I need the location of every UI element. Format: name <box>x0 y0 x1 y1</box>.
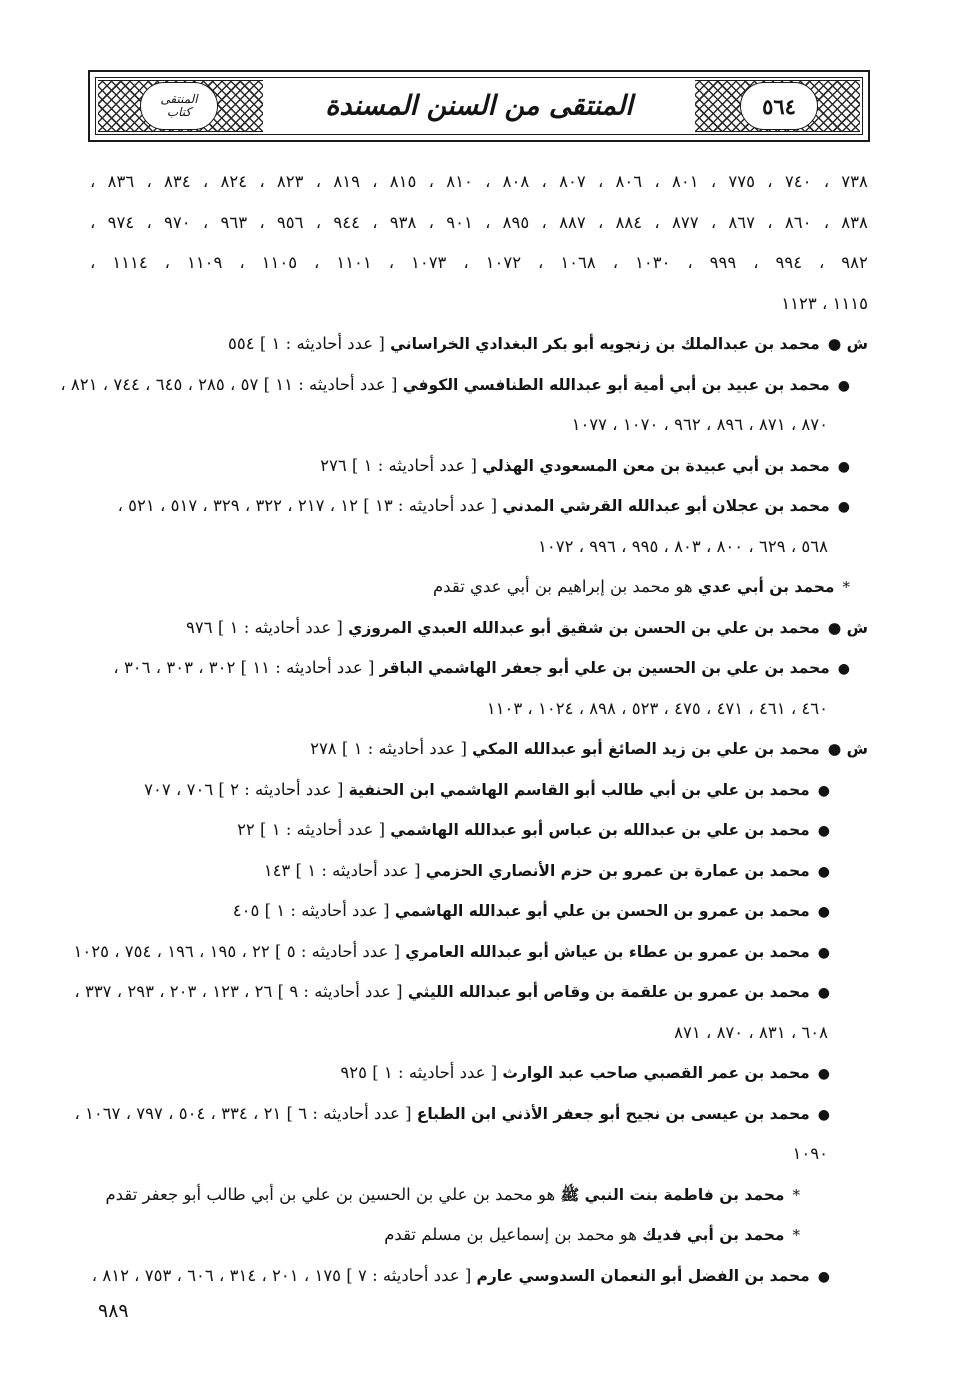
numbers-continuation: ١٠٩٠ <box>792 1144 828 1163</box>
narrator-name: محمد بن عمرو بن عطاء بن عياش أبو عبدالله العامري <box>405 942 810 961</box>
narrator-name: محمد بن علي بن الحسن بن شقيق أبو عبدالله العبدي المروزي <box>348 618 820 637</box>
numbers-line: ١١١٥ ، ١١٢٣ <box>781 293 868 313</box>
narrator-entry <box>90 608 868 649</box>
logo-line-1: المنتقى <box>160 92 198 106</box>
narrator-name: محمد بن علي بن زيد الصائغ أبو عبدالله المكي <box>472 740 820 758</box>
narrator-name: محمد بن عجلان أبو عبدالله القرشي المدني <box>502 497 830 515</box>
numbers-continuation: ٥٦٨ ، ٦٢٩ ، ٨٠٠ ، ٨٠٣ ، ٩٩٥ ، ٩٩٦ ، ١٠٧٢ <box>538 536 828 556</box>
narrator-name: محمد بن عمارة بن عمرو بن حزم الأنصاري الحزمي <box>425 861 810 880</box>
numbers-line: ٩٨٢ ، ٩٩٤ ، ٩٩٩ ، ١٠٣٠ ، ١٠٦٨ ، ١٠٧٢ ، ١٠٧٣ ، ١١٠١ ، ١١٠٥ ، ١١٠٩ ، ١١١٤ ، <box>90 253 868 272</box>
bullet-icon: ● <box>837 499 850 515</box>
hadith-count-info: [ عدد أحاديثه : ٢ ] ٧٠٦ ، ٧٠٧ <box>144 779 344 799</box>
narrator-name: محمد بن فاطمة بنت النبي ﷺ <box>560 1185 785 1204</box>
hadith-count-info: [ عدد أحاديثه : ١ ] ٢٢ <box>237 820 386 839</box>
footer-page-number: ٩٨٩ <box>98 1300 129 1322</box>
hadith-count-info: [ عدد أحاديثه : ٩ ] ٢٦ ، ١٢٣ ، ٢٠٣ ، ٢٩٣ ، ٣٣٧ ، <box>74 982 403 1001</box>
narrator-entry <box>90 851 868 892</box>
narrator-name: محمد بن أبي عدي <box>697 578 835 596</box>
narrator-entry <box>90 810 868 851</box>
narrator-name: محمد بن أبي فديك <box>642 1226 785 1244</box>
narrator-entry <box>60 365 868 406</box>
hadith-count-info: [ عدد أحاديثه : ١ ] ٥٥٤ <box>228 334 385 353</box>
hadith-count-info: [ عدد أحاديثه : ١١ ] ٣٠٢ ، ٣٠٣ ، ٣٠٦ ، <box>113 658 375 677</box>
cross-reference-text: هو محمد بن علي بن الحسين بن علي بن أبي طالب أبو جعفر تقدم <box>105 1184 556 1204</box>
hadith-count-info: [ عدد أحاديثه : ١ ] ٩٢٥ <box>340 1063 498 1082</box>
cross-reference-entry <box>90 567 868 608</box>
narrator-entry <box>90 486 868 527</box>
narrator-entry <box>90 891 868 932</box>
narrator-name: محمد بن عبيد بن أبي أمية أبو عبدالله الطنافسي الكوفي <box>402 375 830 394</box>
narrator-entry <box>90 446 868 487</box>
numbers-continuation: ٨٧٠ ، ٨٧١ ، ٨٩٦ ، ٩٦٢ ، ١٠٧٠ ، ١٠٧٧ <box>571 415 828 434</box>
asterisk-icon: * <box>792 1185 800 1204</box>
header-page-number: ٥٦٤ <box>762 93 796 119</box>
numbers-line: ٧٣٨ ، ٧٤٠ ، ٧٧٥ ، ٨٠١ ، ٨٠٦ ، ٨٠٧ ، ٨٠٨ ، ٨١٠ ، ٨١٥ ، ٨١٩ ، ٨٢٣ ، ٨٢٤ ، ٨٣٤ ، ٨٣٦ ، <box>90 172 868 191</box>
narrator-entry <box>73 932 868 973</box>
hadith-count-info: [ عدد أحاديثه : ١ ] ٤٠٥ <box>232 901 390 920</box>
narrator-name: محمد بن عمرو بن علقمة بن وقاص أبو عبدالله الليثي <box>407 983 810 1001</box>
hadith-count-info: [ عدد أحاديثه : ٦ ] ٢١ ، ٣٣٤ ، ٥٠٤ ، ٧٩٧ ، ١٠٦٧ ، <box>74 1103 412 1123</box>
narrator-entry <box>90 1256 868 1297</box>
book-title: المنتقى من السنن المسندة <box>325 90 633 122</box>
narrator-entry <box>90 1053 868 1094</box>
numbers-continuation: ٦٠٨ ، ٨٣١ ، ٨٧٠ ، ٨٧١ <box>674 1022 828 1042</box>
hadith-count-info: [ عدد أحاديثه : ١ ] ٢٧٦ <box>320 455 477 475</box>
narrator-name: محمد بن علي بن الحسين بن علي أبو جعفر الهاشمي الباقر <box>379 659 830 677</box>
hadith-count-info: [ عدد أحاديثه : ١ ] ١٤٣ <box>263 860 421 880</box>
numbers-continuation: ٤٦٠ ، ٤٦١ ، ٤٧١ ، ٤٧٥ ، ٥٢٣ ، ٨٩٨ ، ١٠٢٤ ، ١١٠٣ <box>486 698 828 718</box>
page-header <box>88 70 870 142</box>
hadith-count-info: [ عدد أحاديثه : ٧ ] ١٧٥ ، ٢٠١ ، ٣١٤ ، ٦٠٦ ، ٧٥٣ ، ٨١٢ ، <box>91 1265 472 1285</box>
asterisk-icon: * <box>792 1226 800 1244</box>
narrator-name: محمد بن عمر القصبي صاحب عبد الوارث <box>502 1064 810 1082</box>
numbers-line: ٨٣٨ ، ٨٦٠ ، ٨٦٧ ، ٨٧٧ ، ٨٨٤ ، ٨٨٧ ، ٨٩٥ ، ٩٠١ ، ٩٣٨ ، ٩٤٤ ، ٩٥٦ ، ٩٦٣ ، ٩٧٠ ، ٩٧٤ ، <box>90 212 868 232</box>
hadith-count-info: [ عدد أحاديثه : ١ ] ٩٧٦ <box>186 617 343 637</box>
bullet-icon: ● <box>817 1268 830 1285</box>
narrator-entry <box>90 648 868 689</box>
hadith-count-info: [ عدد أحاديثه : ١ ] ٢٧٨ <box>310 739 467 758</box>
narrator-entry <box>74 972 868 1013</box>
narrator-entry <box>90 770 868 811</box>
bullet-icon: ● <box>837 661 850 677</box>
book-logo <box>140 82 218 130</box>
hadith-count-info: [ عدد أحاديثه : ٥ ] ٢٢ ، ١٩٥ ، ١٩٦ ، ٧٥٤ ، ١٠٢٥ <box>73 941 400 961</box>
asterisk-icon: * <box>842 578 850 596</box>
logo-line-2: كتاب <box>166 105 192 119</box>
narrator-index-content <box>60 162 868 1296</box>
cross-reference-entry <box>90 1215 868 1256</box>
cross-reference-text: هو محمد بن إبراهيم بن أبي عدي تقدم <box>432 577 693 596</box>
narrator-name: محمد بن علي بن أبي طالب أبو القاسم الهاشمي ابن الحنفية <box>348 780 810 799</box>
bullet-icon: ● <box>817 944 830 961</box>
narrator-name: محمد بن عمرو بن الحسن بن علي أبو عبدالله الهاشمي <box>394 902 810 920</box>
bullet-icon: ● <box>817 904 830 920</box>
cross-reference-text: هو محمد بن إسماعيل بن مسلم تقدم <box>384 1225 637 1244</box>
bullet-icon: ● <box>817 823 830 839</box>
cross-reference-entry <box>90 1175 868 1216</box>
bullet-icon: ● <box>817 863 830 880</box>
hadith-count-info: [ عدد أحاديثه : ١١ ] ٥٧ ، ٢٨٥ ، ٦٤٥ ، ٧٤٤ ، ٨٢١ ، <box>60 374 398 394</box>
narrator-name: محمد بن الفضل أبو النعمان السدوسي عارم <box>476 1266 810 1285</box>
narrator-name: محمد بن عبدالملك بن زنجويه أبو بكر البغدادي الخراساني <box>390 335 820 353</box>
entry-marker: ش ● <box>827 618 868 637</box>
bullet-icon: ● <box>817 1106 830 1123</box>
hadith-count-info: [ عدد أحاديثه : ١٣ ] ١٢ ، ٢١٧ ، ٣٢٢ ، ٣٢٩ ، ٥١٧ ، ٥٢١ ، <box>117 496 498 515</box>
bullet-icon: ● <box>817 782 830 799</box>
bullet-icon: ● <box>837 458 850 475</box>
narrator-name: محمد بن علي بن عبدالله بن عباس أبو عبدالله الهاشمي <box>390 821 810 839</box>
bullet-icon: ● <box>817 985 830 1001</box>
header-ornament-left <box>98 80 263 132</box>
bullet-icon: ● <box>817 1066 830 1082</box>
narrator-entry <box>74 1094 868 1135</box>
entry-marker: ش ● <box>827 740 868 758</box>
narrator-name: محمد بن عيسى بن نجيح أبو جعفر الأذني ابن الطباع <box>416 1104 810 1123</box>
entry-marker: ش ● <box>827 335 868 353</box>
narrator-entry <box>90 324 868 365</box>
narrator-name: محمد بن أبي عبيدة بن معن المسعودي الهذلي <box>482 456 830 475</box>
narrator-entry <box>90 729 868 770</box>
bullet-icon: ● <box>837 377 850 394</box>
